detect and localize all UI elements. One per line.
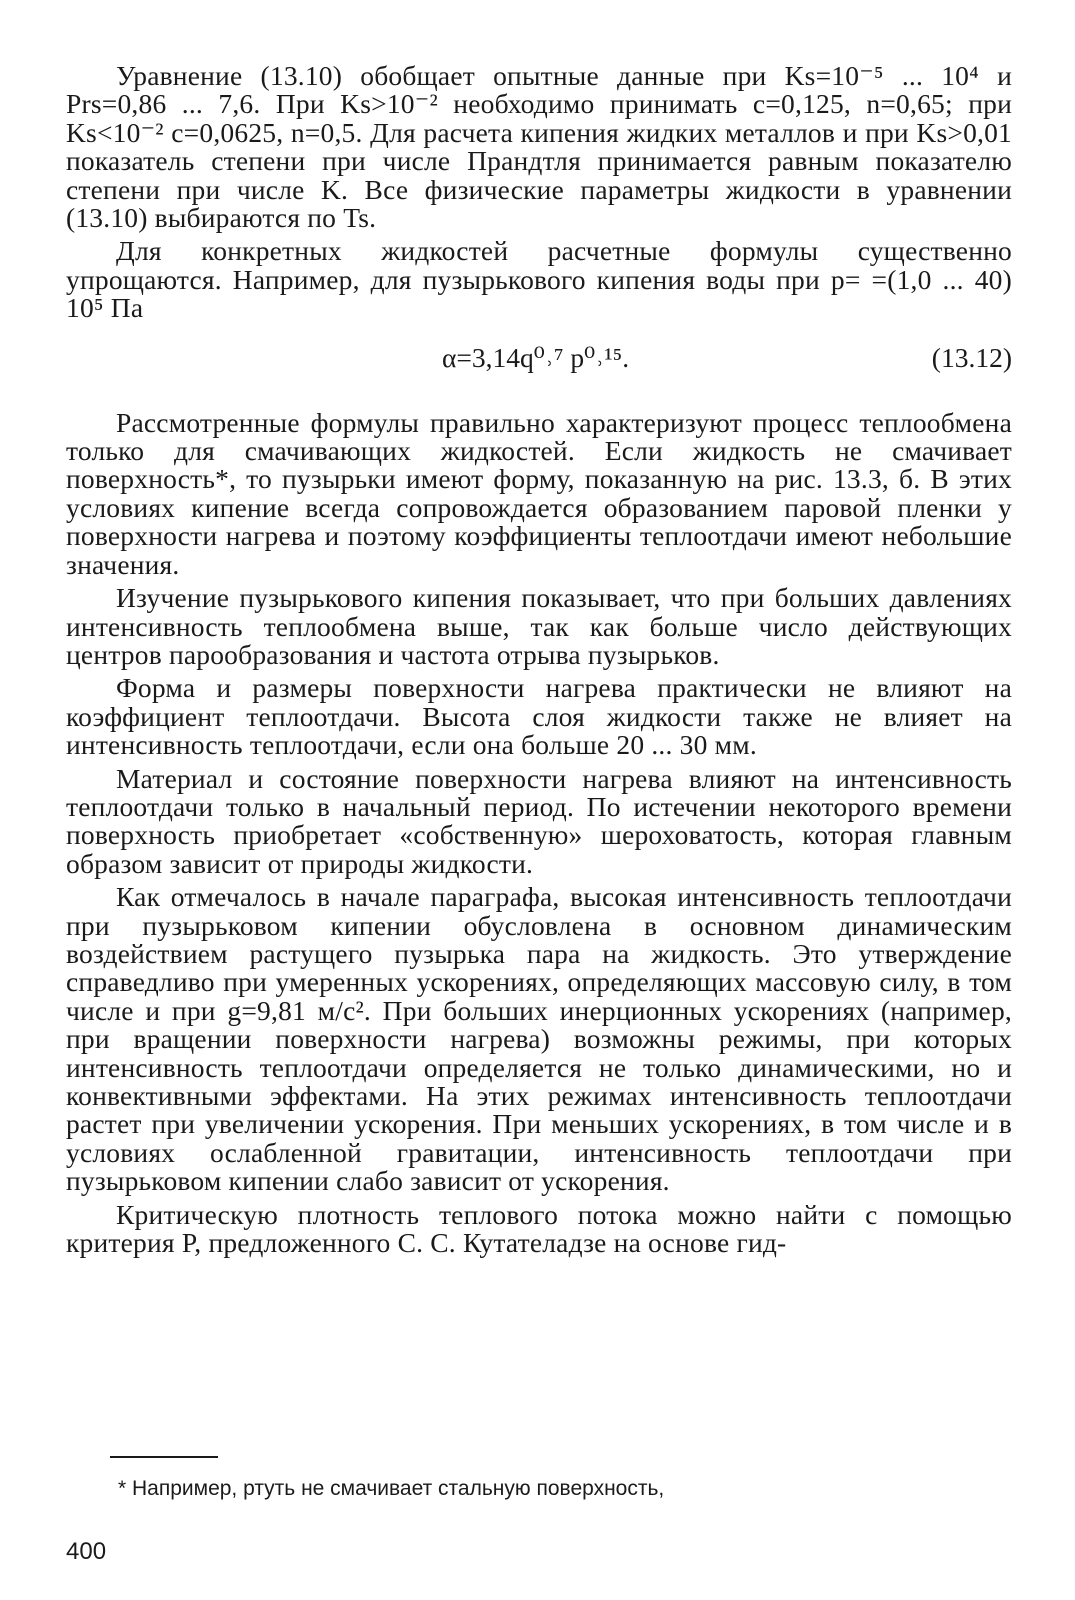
paragraph-critical-flux: Критическую плотность теплового потока можно найти с помощью критерия P, предложенного С. С. Кутателадзе на основе гид- <box>66 1198 1012 1259</box>
page-number: 400 <box>66 1538 107 1565</box>
paragraph-wetting-liquids: Рассмотренные формулы правильно характеризуют процесс теплообмена только для смачивающих жидкостей. Если жидкость не смачивает поверхность*, то пузырьки имеют форму, показанную на рис. 13.3, б. В этих условиях кипение всегда сопровождается образованием паровой пленки у поверхности нагрева и поэтому коэффициенты теплоотдачи имеют небольшие значения. <box>66 406 1012 580</box>
paragraph-acceleration: Как отмечалось в начале параграфа, высокая интенсивность теплоотдачи при пузырьковом кипении обусловлена в основном динамическим воздействием растущего пузырька пара на жидкость. Это утверждение справедливо при умеренных ускорениях, определяющих массовую силу, в том числе и при g=9,81 м/с². При больших инерционных ускорениях (например, при вращении поверхности нагрева) возможны режимы, при которых интенсивность теплоотдачи определяется не только динамическими, но и конвективными эффектами. На этих режимах интенсивность теплоотдачи растет при увеличении ускорения. При меньших ускорениях, в том числе и в условиях ослабленной гравитации, интенсивность теплоотдачи при пузырьковом кипении слабо зависит от ускорения. <box>66 881 1012 1197</box>
paragraph-specific-liquids: Для конкретных жидкостей расчетные формулы существенно упрощаются. Например, для пузырькового кипения воды при p= =(1,0 ... 40) 10⁵ Па <box>66 235 1012 324</box>
footnote: * Например, ртуть не смачивает стальную поверхность, <box>118 1477 665 1500</box>
paragraph-surface-material: Материал и состояние поверхности нагрева влияют на интенсивность теплоотдачи только в начальный период. По истечении некоторого времени поверхность приобретает «собственную» шероховатость, которая главным образом зависит от природы жидкости. <box>66 762 1012 879</box>
equation-number: (13.12) <box>931 341 1012 373</box>
paragraph-surface-shape: Форма и размеры поверхности нагрева практически не влияют на коэффициент теплоотдачи. Высота слоя жидкости также не влияет на интенсивность теплоотдачи, если она больше 20 ... 30 мм. <box>66 672 1012 761</box>
paragraph-equation-validity: Уравнение (13.10) обобщает опытные данные при Ks=10⁻⁵ ... 10⁴ и Prs=0,86 ... 7,6. При Ks>10⁻² необходимо принимать c=0,125, n=0,65; при Ks<10⁻² c=0,0625, n=0,5. Для расчета кипения жидких металлов и при Ks>0,01 показатель степени при числе Прандтля принимается равным показателю степени при числе K. Все физические параметры жидкости в уравнении (13.10) выбираются по Ts. <box>66 60 1012 234</box>
equation-13-12 <box>66 343 1012 373</box>
paragraph-pressure-effect: Изучение пузырькового кипения показывает, что при больших давлениях интенсивность теплообмена выше, так как больше число действующих центров парообразования и частота отрыва пузырьков. <box>66 582 1012 670</box>
page-body <box>66 62 1012 1257</box>
footnote-divider <box>110 1456 218 1458</box>
formula-text: α=3,14q⁰˒⁷ p⁰˒¹⁵. <box>442 341 630 373</box>
